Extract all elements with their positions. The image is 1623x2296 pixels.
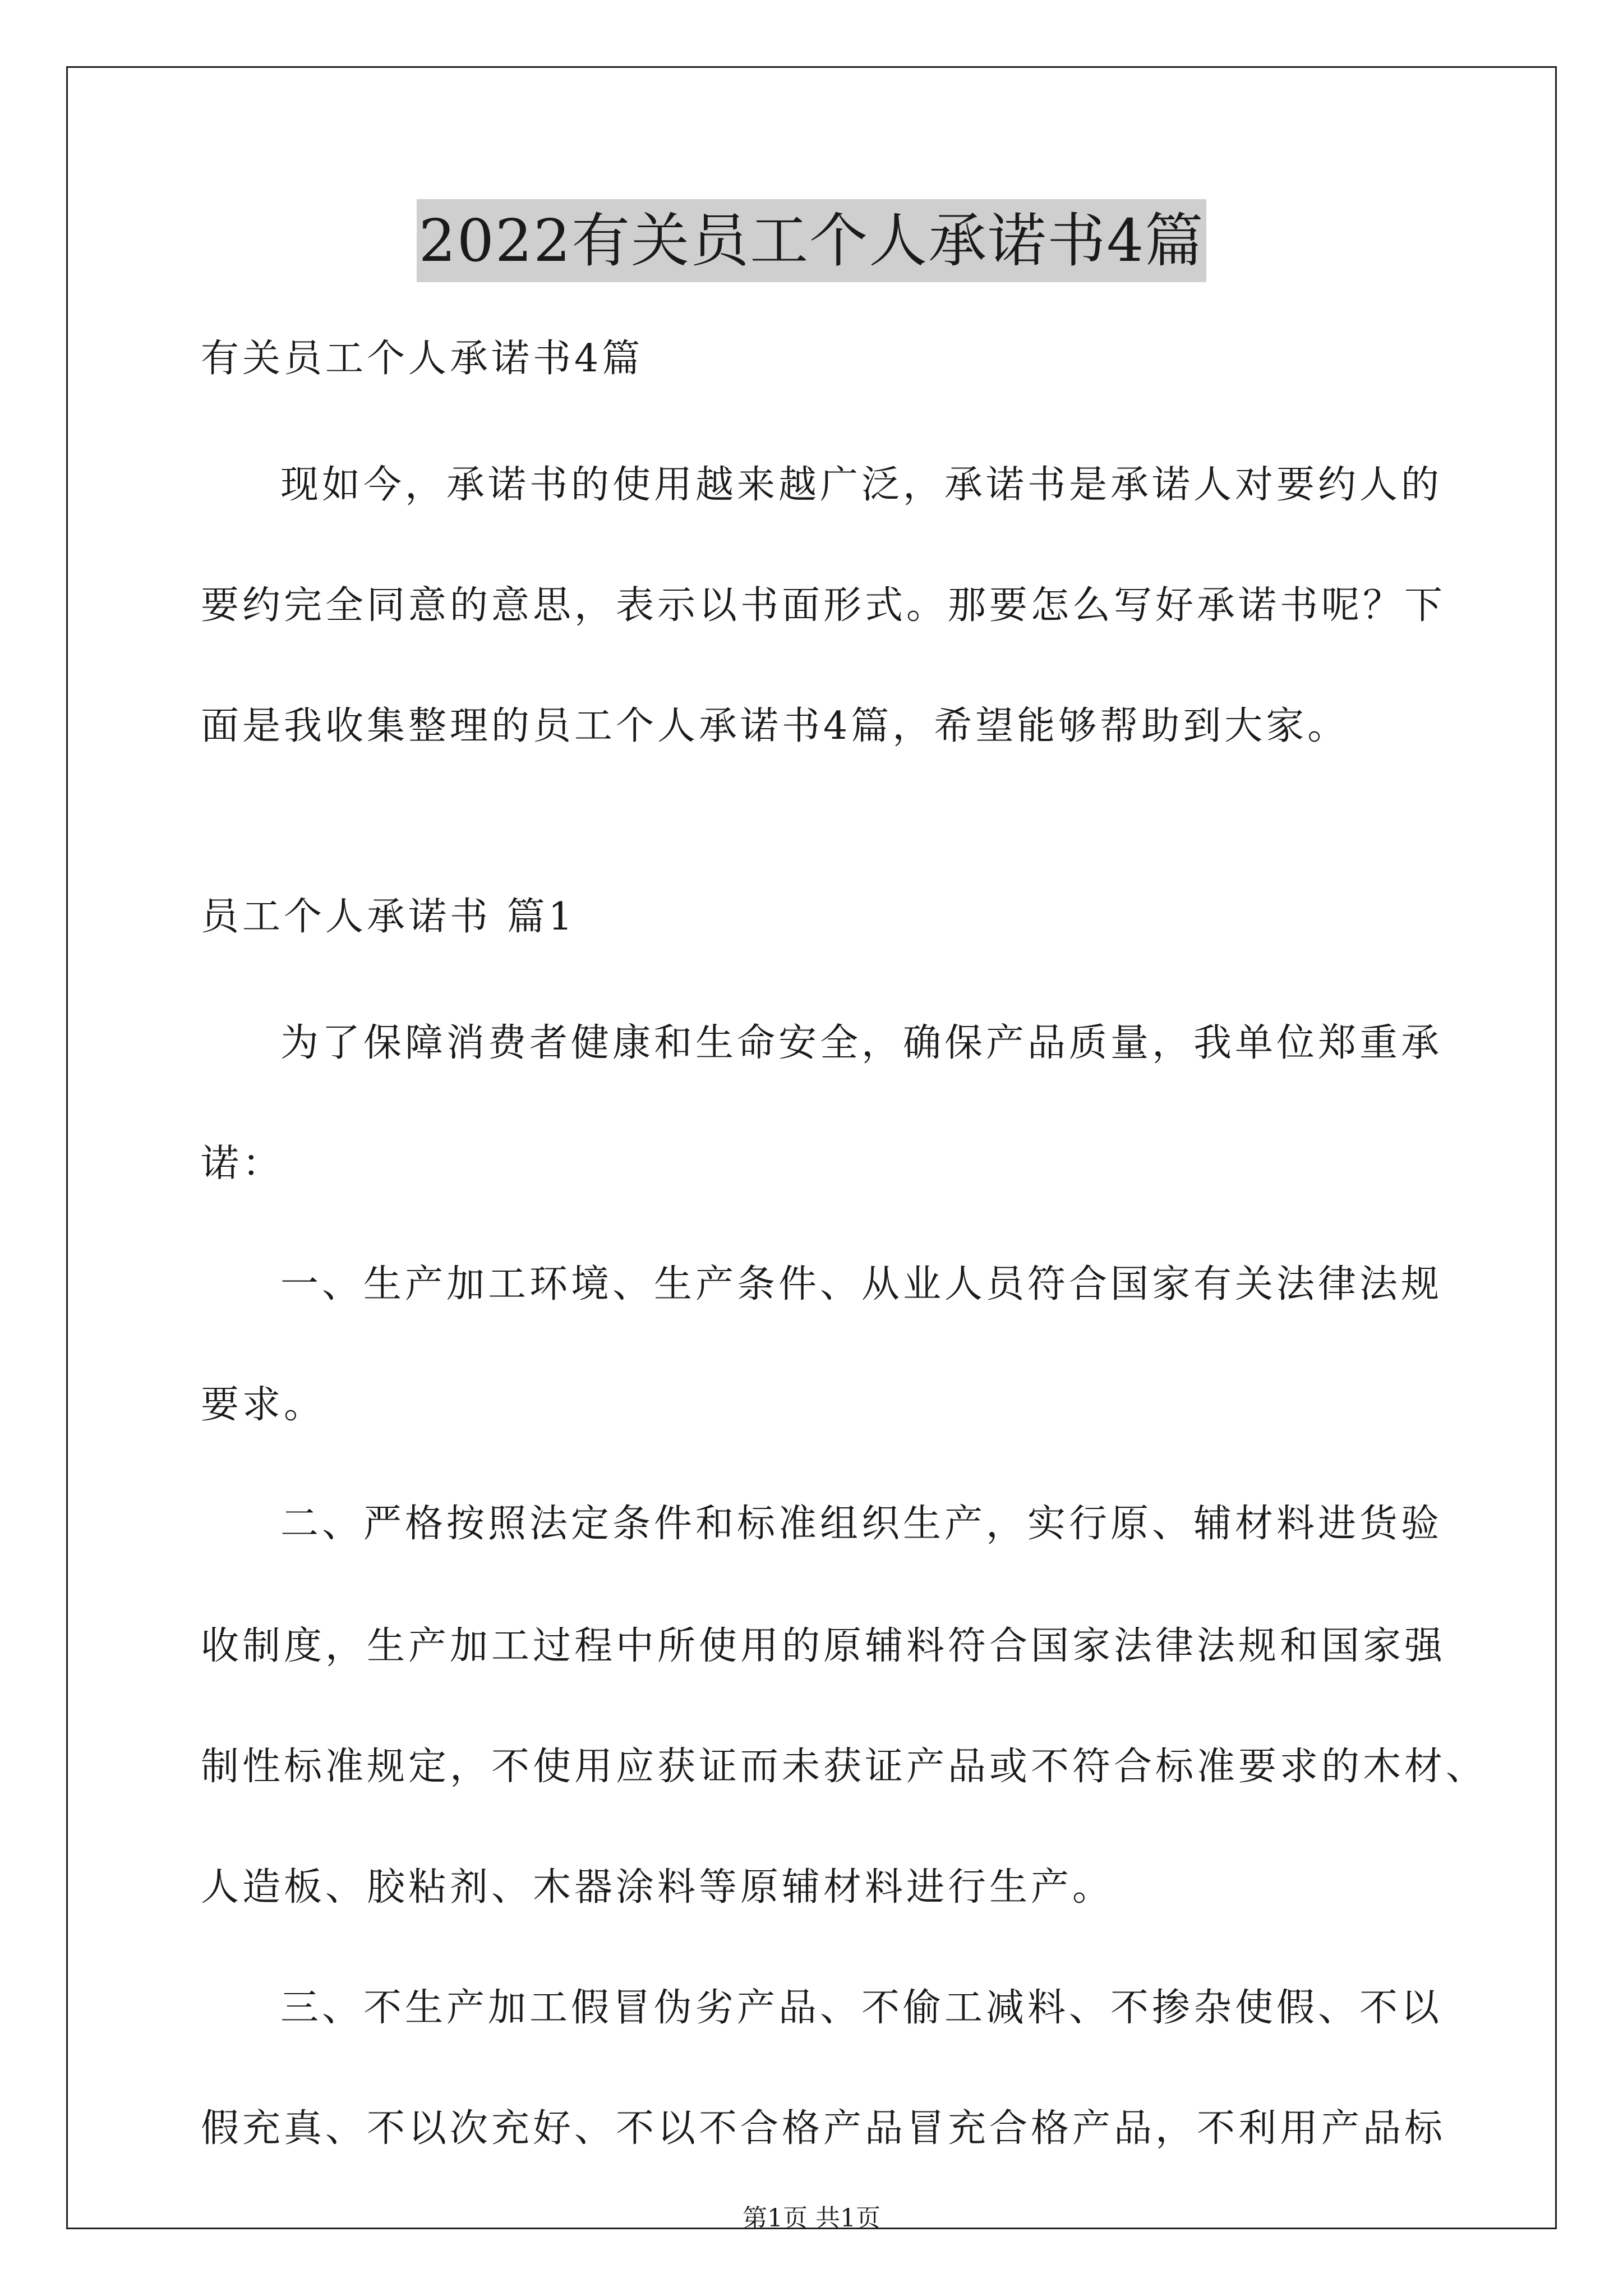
paragraph-line: 现如今，承诺书的使用越来越广泛，承诺书是承诺人对要约人的 (280, 463, 1443, 507)
paragraph-line: 制性标准规定，不使用应获证而未获证产品或不符合标准要求的木材、 (201, 1745, 1488, 1789)
paragraph-line: 要约完全同意的意思，表示以书面形式。那要怎么写好承诺书呢？下 (201, 583, 1446, 628)
paragraph-line: 一、生产加工环境、生产条件、从业人员符合国家有关法律法规 (280, 1262, 1443, 1306)
document-title: 2022有关员工个人承诺书4篇 (417, 199, 1207, 282)
title-wrap (0, 199, 1623, 282)
page-footer: 第1页 共1页 (743, 2204, 880, 2233)
paragraph-line: 人造板、胶粘剂、木器涂料等原辅材料进行生产。 (201, 1865, 1114, 1910)
paragraph-line: 假充真、不以次充好、不以不合格产品冒充合格产品，不利用产品标 (201, 2106, 1446, 2151)
paragraph-line: 收制度，生产加工过程中所使用的原辅料符合国家法律法规和国家强 (201, 1624, 1446, 1668)
paragraph-line: 为了保障消费者健康和生命安全，确保产品质量，我单位郑重承 (280, 1021, 1443, 1065)
paragraph-line: 面是我收集整理的员工个人承诺书4篇，希望能够帮助到大家。 (201, 704, 1349, 748)
subtitle-line: 有关员工个人承诺书4篇 (201, 337, 644, 381)
paragraph-line: 诺： (201, 1142, 284, 1186)
section-heading: 员工个人承诺书 篇1 (201, 895, 576, 939)
paragraph-line: 要求。 (201, 1383, 326, 1427)
paragraph-line: 三、不生产加工假冒伪劣产品、不偷工减料、不掺杂使假、不以 (280, 1986, 1443, 2030)
paragraph-line: 二、严格按照法定条件和标准组织生产，实行原、辅材料进货验 (280, 1502, 1443, 1546)
